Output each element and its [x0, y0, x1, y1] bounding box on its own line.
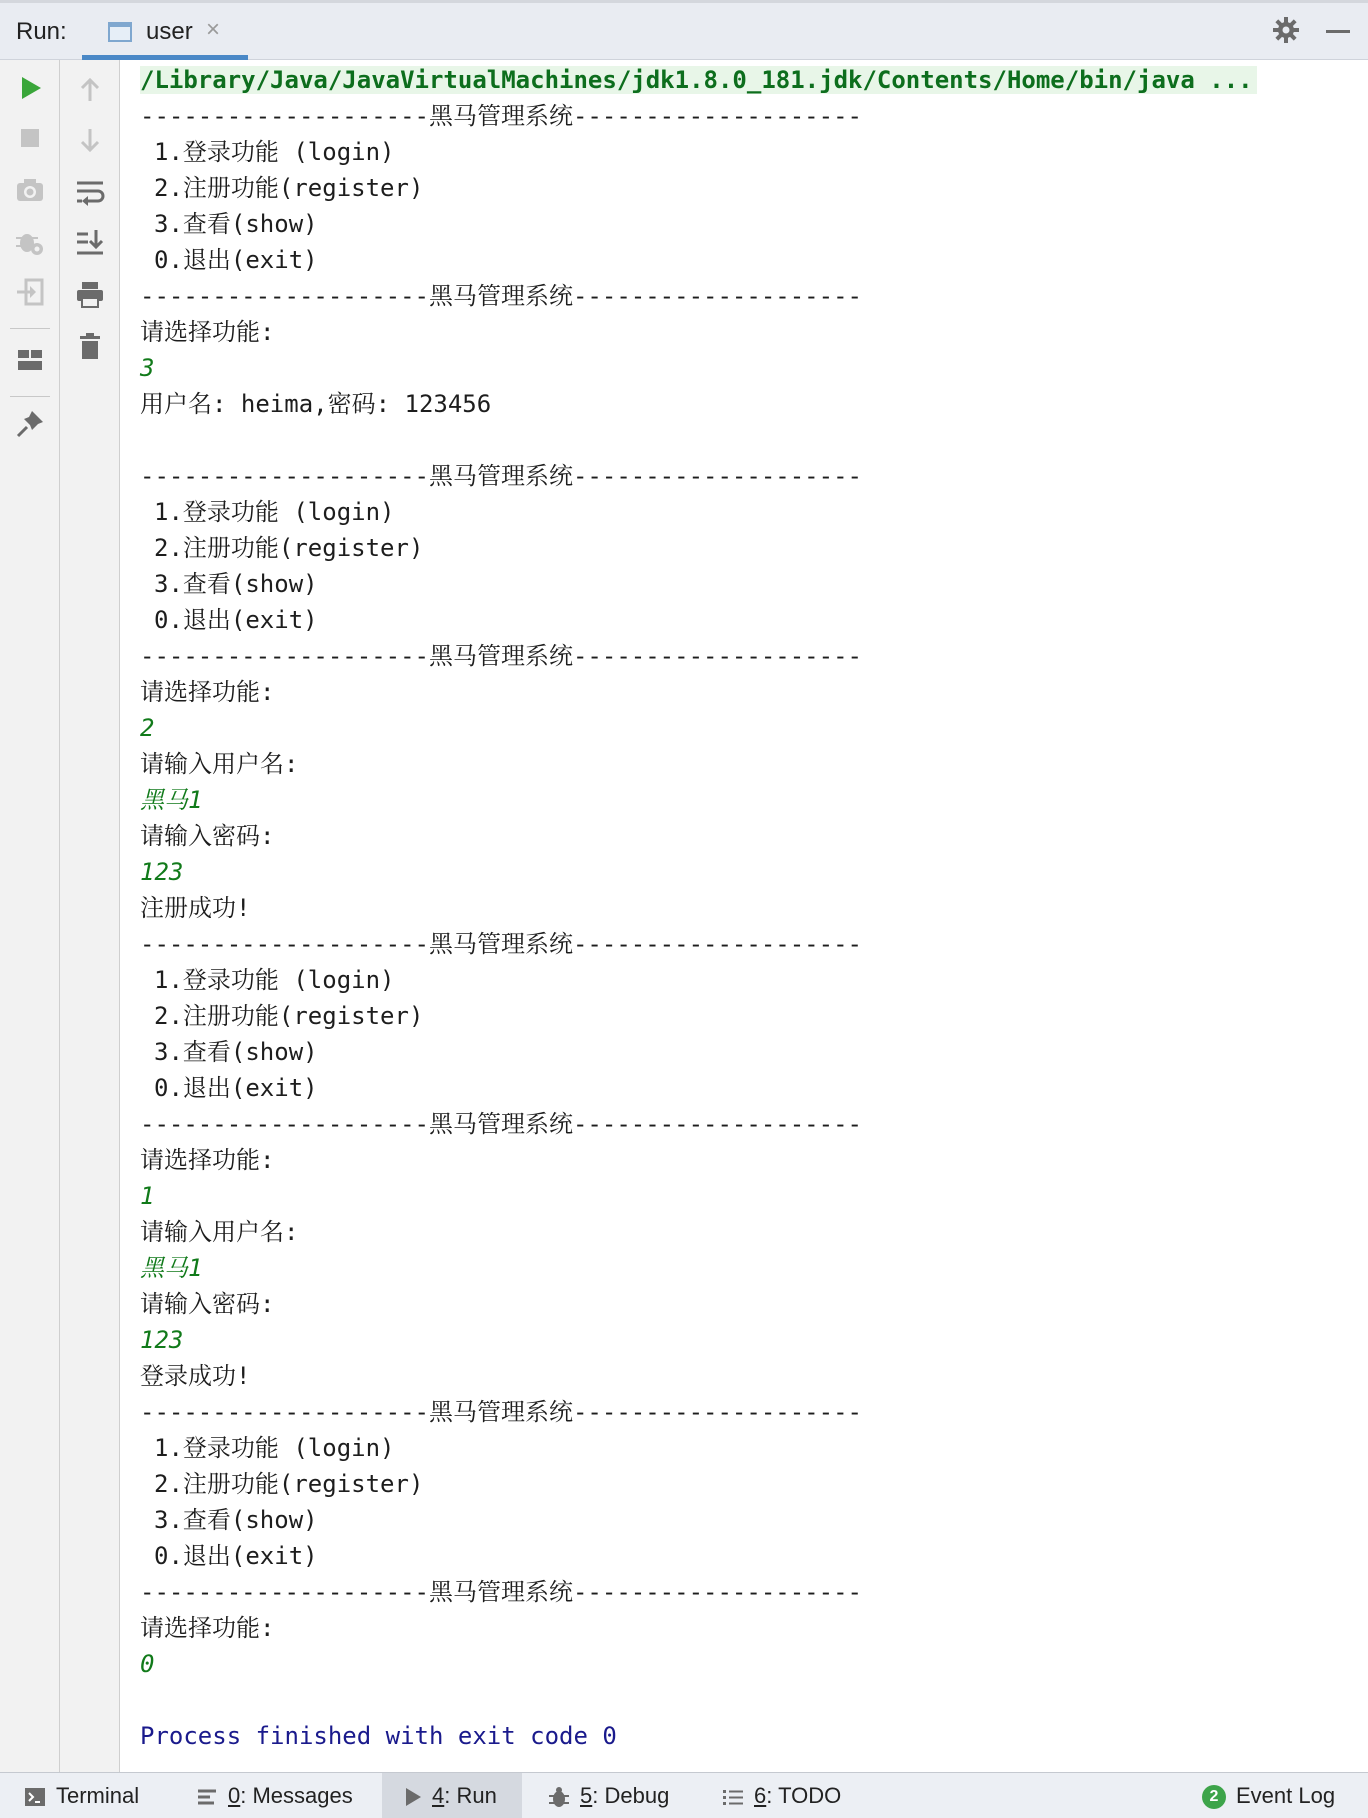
toolbar-separator	[10, 328, 50, 329]
console-menu-option: 3.查看(show)	[154, 570, 318, 598]
console-command-line	[140, 62, 1360, 98]
console-line: --------------------黑马管理系统--------------------	[140, 462, 862, 490]
trash-icon[interactable]	[74, 330, 106, 362]
console-menu-option: 2.注册功能(register)	[154, 1002, 424, 1030]
scroll-to-end-icon[interactable]	[74, 226, 106, 258]
stop-icon[interactable]	[14, 122, 46, 154]
exit-icon[interactable]	[14, 276, 46, 308]
console-user-input: 123	[140, 858, 184, 886]
layout-icon[interactable]	[14, 344, 46, 376]
pin-icon[interactable]	[14, 408, 46, 440]
run-tool-window-header	[0, 0, 1368, 60]
todo-tab[interactable]	[722, 1773, 841, 1818]
console-user-input: 123	[140, 1326, 184, 1354]
toolbar-separator	[10, 396, 50, 397]
console-process-finished: Process finished with exit code 0	[140, 1722, 617, 1750]
terminal-tab[interactable]	[24, 1773, 139, 1818]
console-line: 请选择功能:	[140, 678, 275, 706]
arrow-up-icon[interactable]	[74, 74, 106, 106]
console-line	[140, 422, 1360, 458]
console-menu-option: 2.注册功能(register)	[154, 1470, 424, 1498]
run-tab[interactable]	[382, 1773, 522, 1818]
console-menu-option: 3.查看(show)	[154, 210, 318, 238]
console-user-input: 3	[140, 354, 155, 382]
event-count-badge: 2	[1202, 1785, 1226, 1809]
console-line: --------------------黑马管理系统--------------------	[140, 1578, 862, 1606]
arrow-down-icon[interactable]	[74, 124, 106, 156]
debug-label: : Debug	[592, 1783, 670, 1808]
todo-label: : TODO	[766, 1783, 842, 1808]
console-menu-option: 1.登录功能 (login)	[154, 1434, 395, 1462]
console-menu-option: 3.查看(show)	[154, 1038, 318, 1066]
console-menu-option: 0.退出(exit)	[154, 606, 318, 634]
camera-icon[interactable]	[14, 174, 46, 206]
messages-tab[interactable]	[196, 1773, 353, 1818]
event-log-tab[interactable]	[1202, 1773, 1335, 1818]
bottom-tool-window-bar	[0, 1772, 1368, 1818]
minimize-icon[interactable]	[1326, 30, 1350, 33]
console-menu-option: 1.登录功能 (login)	[154, 138, 395, 166]
terminal-icon	[24, 1787, 46, 1807]
console-line: 登录成功!	[140, 1362, 251, 1390]
run-tab-label: : Run	[444, 1783, 497, 1808]
debug-settings-icon[interactable]	[14, 226, 46, 258]
console-line: --------------------黑马管理系统--------------------	[140, 102, 862, 130]
play-icon	[404, 1787, 422, 1807]
console-line: 请输入用户名:	[140, 1218, 299, 1246]
gear-icon[interactable]	[1272, 16, 1300, 44]
console-menu-option: 0.退出(exit)	[154, 1542, 318, 1570]
header-top-border	[0, 0, 1368, 3]
run-actions-toolbar	[0, 60, 60, 1772]
console-user-input: 0	[140, 1650, 155, 1678]
window-icon	[108, 22, 132, 42]
console-actions-toolbar	[60, 60, 120, 1772]
tab-user[interactable]	[82, 6, 248, 60]
console-menu-option: 0.退出(exit)	[154, 1074, 318, 1102]
console-line: 用户名: heima,密码: 123456	[140, 390, 492, 418]
java-command[interactable]: /Library/Java/JavaVirtualMachines/jdk1.8.0_181.jdk/Contents/Home/bin/java ...	[140, 66, 1257, 94]
console-user-input: 黑马1	[140, 786, 203, 814]
print-icon[interactable]	[74, 278, 106, 310]
console-line: 请选择功能:	[140, 318, 275, 346]
console-lines	[140, 98, 1360, 1754]
messages-icon	[196, 1788, 218, 1806]
console-line: --------------------黑马管理系统--------------------	[140, 1398, 862, 1426]
console-line: 请选择功能:	[140, 1146, 275, 1174]
console-line: 请输入密码:	[140, 822, 275, 850]
console-line: --------------------黑马管理系统--------------------	[140, 930, 862, 958]
close-icon[interactable]: ×	[206, 16, 221, 43]
console-line	[140, 1682, 1360, 1718]
messages-number: 0	[228, 1783, 241, 1808]
todo-number: 6	[754, 1783, 767, 1808]
run-label: Run:	[16, 18, 67, 45]
console-menu-option: 1.登录功能 (login)	[154, 498, 395, 526]
console-line: --------------------黑马管理系统--------------------	[140, 1110, 862, 1138]
console-menu-option: 3.查看(show)	[154, 1506, 318, 1534]
rerun-icon[interactable]	[14, 72, 46, 104]
console-menu-option: 1.登录功能 (login)	[154, 966, 395, 994]
debug-tab[interactable]	[548, 1773, 669, 1818]
console-line: --------------------黑马管理系统--------------------	[140, 642, 862, 670]
console-line: 请输入用户名:	[140, 750, 299, 778]
console-line: 请选择功能:	[140, 1614, 275, 1642]
console-user-input: 1	[140, 1182, 155, 1210]
run-number: 4	[432, 1783, 445, 1808]
console-line: --------------------黑马管理系统--------------------	[140, 282, 862, 310]
soft-wrap-icon[interactable]	[74, 176, 106, 208]
console-user-input: 黑马1	[140, 1254, 203, 1282]
debug-number: 5	[580, 1783, 593, 1808]
list-icon	[722, 1788, 744, 1806]
console-user-input: 2	[140, 714, 155, 742]
event-log-label: Event Log	[1236, 1783, 1336, 1808]
console-menu-option: 2.注册功能(register)	[154, 534, 424, 562]
bug-icon	[548, 1786, 570, 1808]
terminal-label: Terminal	[56, 1783, 140, 1808]
console-menu-option: 0.退出(exit)	[154, 246, 318, 274]
console-line: 注册成功!	[140, 894, 251, 922]
messages-label: : Messages	[240, 1783, 353, 1808]
tab-label: user	[146, 18, 193, 45]
console-line: 请输入密码:	[140, 1290, 275, 1318]
console-output[interactable]	[140, 62, 1360, 1770]
console-menu-option: 2.注册功能(register)	[154, 174, 424, 202]
